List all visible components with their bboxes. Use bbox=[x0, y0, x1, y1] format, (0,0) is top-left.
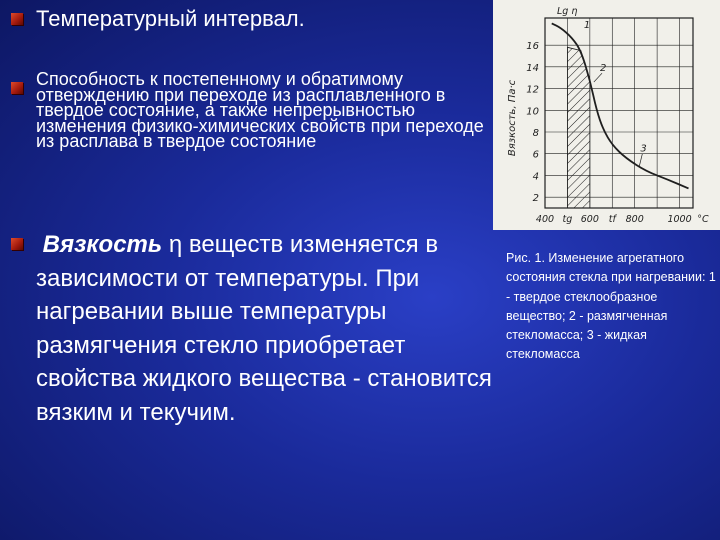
y-tick-label: 16 bbox=[526, 41, 539, 53]
x-tick-label: tf bbox=[608, 214, 616, 225]
para1-bullet bbox=[11, 82, 23, 94]
x-tick-label: 400 bbox=[535, 214, 555, 225]
title-bullet bbox=[11, 13, 23, 25]
properties-paragraph: Способность к постепенному и обратимому отверждению при переходе из расплавленного в твердое состояние, а также непрерывностью изменения физико-химических свойств при переходе из расплава в твердое состояние bbox=[36, 69, 484, 152]
y-tick-label: 10 bbox=[526, 106, 539, 118]
y-axis-top-label: Lg η bbox=[557, 6, 578, 17]
y-tick-label: 12 bbox=[526, 84, 539, 96]
curve-label-leader bbox=[639, 154, 642, 167]
y-tick-label: 2 bbox=[532, 193, 539, 205]
x-tick-label: 1000 bbox=[667, 214, 692, 225]
y-axis-label: Вязкость, Па·с bbox=[507, 79, 518, 157]
x-axis-unit: °C bbox=[697, 214, 709, 225]
y-tick-label: 8 bbox=[532, 128, 539, 139]
curve-label: 2 bbox=[600, 63, 607, 75]
curve-label: 3 bbox=[640, 143, 647, 155]
x-tick-label: tg bbox=[562, 214, 573, 225]
viscosity-figure bbox=[493, 0, 720, 230]
y-tick-label: 14 bbox=[526, 62, 539, 74]
viscosity-term: Вязкость bbox=[42, 231, 163, 258]
x-tick-label: 600 bbox=[580, 214, 599, 225]
viscosity-chart bbox=[493, 0, 720, 230]
para2-bullet bbox=[11, 238, 23, 250]
y-tick-label: 6 bbox=[532, 149, 539, 161]
slide-title: Температурный интервал. bbox=[36, 6, 305, 31]
figure-caption: Рис. 1. Изменение агрегатного состояния стекла при нагревании: 1 - твердое стеклообразное вещество; 2 - размягченная стекломасса; 3 - жидкая стекломасса bbox=[506, 251, 716, 362]
curve-label-leader bbox=[594, 73, 602, 82]
viscosity-paragraph bbox=[36, 228, 496, 429]
curve-label: 1 bbox=[583, 19, 591, 31]
y-tick-label: 4 bbox=[532, 171, 539, 183]
viscosity-text: η веществ изменяется в зависимости от температуры. При нагревании выше температуры размягчения стекло приобретает свойства жидкого вещества - становится вязким и текучим. bbox=[36, 231, 492, 426]
x-tick-label: 800 bbox=[625, 214, 644, 225]
